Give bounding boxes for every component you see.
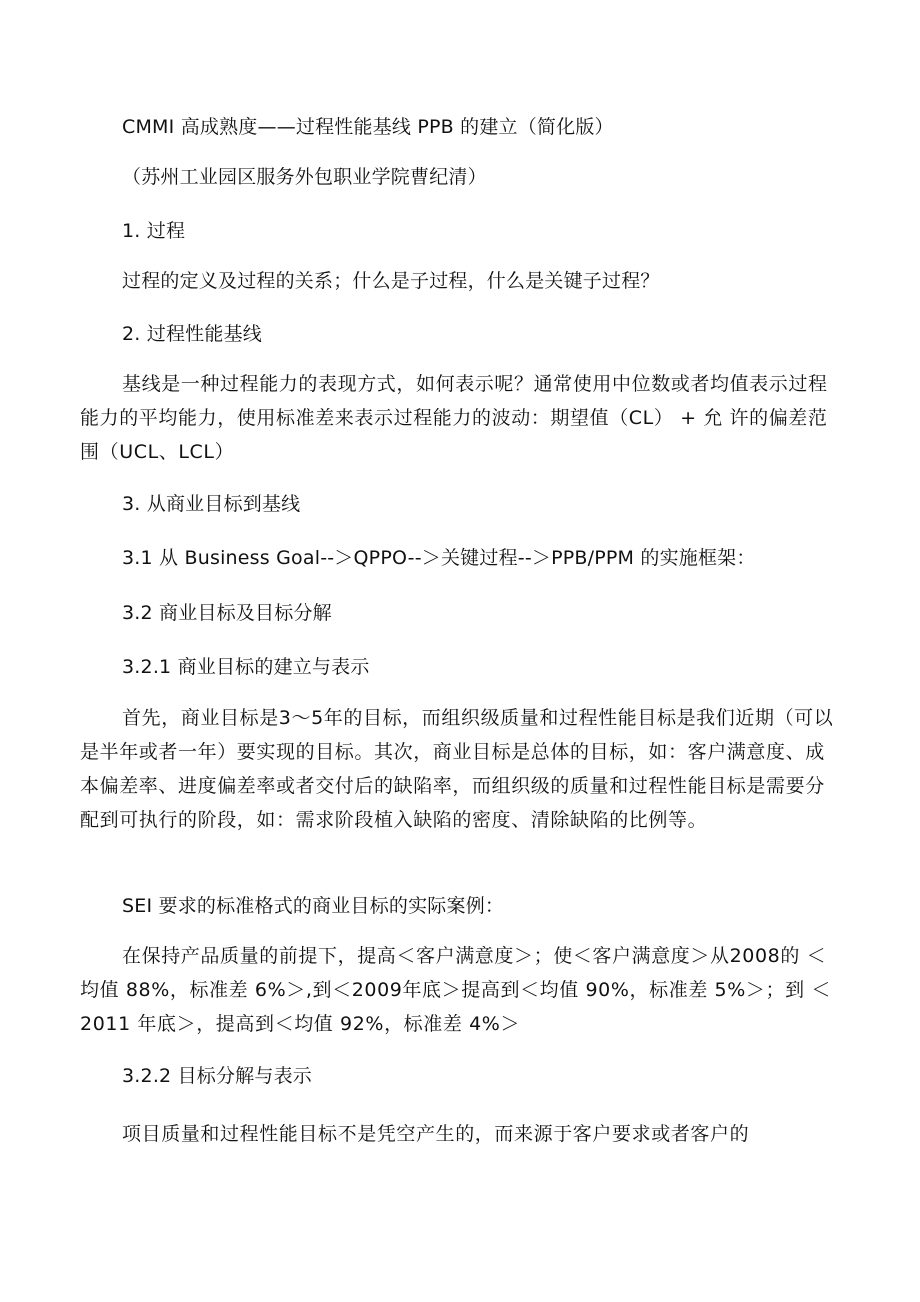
heading-3-2-2-goal-decomposition: 3.2.2 目标分解与表示 xyxy=(122,1065,312,1087)
paragraph-sei-example-intro: SEI 要求的标准格式的商业目标的实际案例： xyxy=(122,895,505,917)
heading-3-2-business-goals: 3.2 商业目标及目标分解 xyxy=(122,602,332,624)
heading-1-process: 1. 过程 xyxy=(122,220,186,242)
paragraph-goal-decomposition: 项目质量和过程性能目标不是凭空产生的，而来源于客户要求或者客户的 xyxy=(122,1123,750,1145)
document-title: CMMI 高成熟度——过程性能基线 PPB 的建立（简化版） xyxy=(122,116,614,138)
document-author: （苏州工业园区服务外包职业学院曹纪清） xyxy=(122,166,487,188)
heading-3-1-framework: 3.1 从 Business Goal--＞QPPO--＞关键过程--＞PPB/PPM 的实施框架： xyxy=(122,547,756,569)
paragraph-baseline-description: 基线是一种过程能力的表现方式，如何表示呢？通常使用中位数或者均值表示过程能力的平均能力，使用标准差来表示过程能力的波动：期望值（CL） + 允 许的偏差范围（UCL、LCL） xyxy=(80,373,828,463)
paragraph-process-definition: 过程的定义及过程的关系；什么是子过程，什么是关键子过程？ xyxy=(122,270,660,292)
heading-3-2-1-goal-establishment: 3.2.1 商业目标的建立与表示 xyxy=(122,656,370,678)
paragraph-sei-example: 在保持产品质量的前提下，提高＜客户满意度＞；使＜客户满意度＞从2008的 ＜均值 88%，标准差 6%＞,到＜2009年底＞提高到＜均值 90%，标准差 5%＞；到 ＜2011 年底＞，提高到＜均值 92%，标准差 4%＞ xyxy=(80,945,831,1035)
heading-3-business-to-baseline: 3. 从商业目标到基线 xyxy=(122,493,301,515)
heading-2-performance-baseline: 2. 过程性能基线 xyxy=(122,323,262,345)
paragraph-business-goals: 首先，商业目标是3～5年的目标，而组织级质量和过程性能目标是我们近期（可以是半年或者一年）要实现的目标。其次，商业目标是总体的目标，如：客户满意度、成本偏差率、进度偏差率或者交付后的缺陷率，而组织级的质量和过程性能目标是需要分配到可执行的阶段，如：需求阶段植入缺陷的密度、清除缺陷的比例等。 xyxy=(80,707,834,831)
